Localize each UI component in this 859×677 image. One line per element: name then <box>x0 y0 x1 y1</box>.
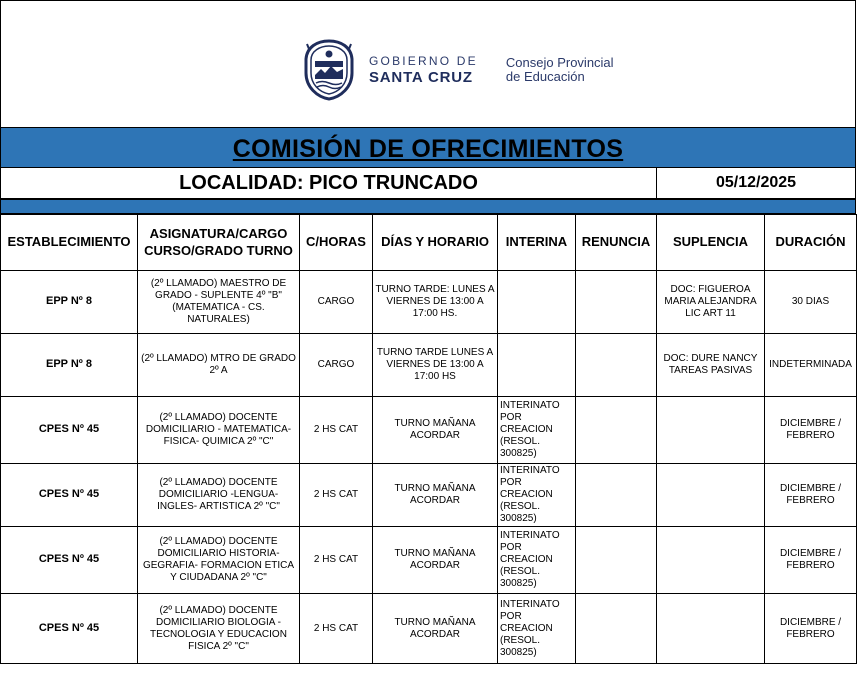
cell-duracion: DICIEMBRE / FEBRERO <box>765 464 857 527</box>
cell-horas: 2 HS CAT <box>300 397 373 464</box>
cell-establecimiento: EPP Nº 8 <box>1 334 138 397</box>
cell-duracion: INDETERMINADA <box>765 334 857 397</box>
cell-horas: 2 HS CAT <box>300 464 373 527</box>
cell-asignatura: (2º LLAMADO) DOCENTE DOMICILIARIO - MATEMATICA- FISICA- QUIMICA 2º "C" <box>138 397 300 464</box>
cell-suplencia <box>657 397 765 464</box>
col-renuncia: RENUNCIA <box>576 215 657 271</box>
government-name <box>369 55 478 85</box>
cell-horario: TURNO MAÑANA ACORDAR <box>373 527 498 594</box>
cell-interina: INTERINATO POR CREACION (RESOL. 300825) <box>498 594 576 664</box>
cell-interina <box>498 334 576 397</box>
cell-establecimiento: CPES Nº 45 <box>1 464 138 527</box>
cell-horario: TURNO MAÑANA ACORDAR <box>373 397 498 464</box>
cell-suplencia <box>657 594 765 664</box>
cell-horas: 2 HS CAT <box>300 594 373 664</box>
cell-asignatura: (2º LLAMADO) DOCENTE DOMICILIARIO BIOLOGIA - TECNOLOGIA Y EDUCACION FISICA 2º "C" <box>138 594 300 664</box>
localidad-row <box>0 168 856 199</box>
cell-suplencia: DOC: FIGUEROA MARIA ALEJANDRA LIC ART 11 <box>657 271 765 334</box>
table-row <box>1 527 857 594</box>
cell-interina <box>498 271 576 334</box>
cell-renuncia <box>576 271 657 334</box>
cell-horario: TURNO MAÑANA ACORDAR <box>373 594 498 664</box>
cell-asignatura: (2º LLAMADO) DOCENTE DOMICILIARIO -LENGUA- INGLES- ARTISTICA 2º "C" <box>138 464 300 527</box>
cell-horario: TURNO TARDE LUNES A VIERNES DE 13:00 A 17:00 HS <box>373 334 498 397</box>
cell-horario: TURNO MAÑANA ACORDAR <box>373 464 498 527</box>
cell-horas: CARGO <box>300 334 373 397</box>
cell-duracion: DICIEMBRE / FEBRERO <box>765 397 857 464</box>
cell-renuncia <box>576 397 657 464</box>
table-row <box>1 594 857 664</box>
cell-interina: INTERINATO POR CREACION (RESOL. 300825) <box>498 397 576 464</box>
header-frame <box>0 0 856 127</box>
consejo-name <box>506 56 614 83</box>
cell-renuncia <box>576 594 657 664</box>
gov-bottom-text: SANTA CRUZ <box>369 69 473 86</box>
consejo-line-1: Consejo Provincial <box>505 55 614 71</box>
cell-establecimiento: CPES Nº 45 <box>1 397 138 464</box>
cell-renuncia <box>576 527 657 594</box>
localidad-text: LOCALIDAD: PICO TRUNCADO <box>1 168 657 198</box>
cell-establecimiento: CPES Nº 45 <box>1 594 138 664</box>
government-logo <box>303 39 614 101</box>
gov-top-text: GOBIERNO DE <box>369 54 478 68</box>
table-row <box>1 334 857 397</box>
cell-interina: INTERINATO POR CREACION (RESOL. 300825) <box>498 464 576 527</box>
cell-duracion: 30 DIAS <box>765 271 857 334</box>
table-row <box>1 271 857 334</box>
col-horario: DÍAS Y HORARIO <box>373 215 498 271</box>
cell-interina: INTERINATO POR CREACION (RESOL. 300825) <box>498 527 576 594</box>
cell-suplencia: DOC: DURE NANCY TAREAS PASIVAS <box>657 334 765 397</box>
col-asignatura: ASIGNATURA/CARGO CURSO/GRADO TURNO <box>138 215 300 271</box>
page-title: COMISIÓN DE OFRECIMIENTOS <box>232 135 624 163</box>
cell-horas: CARGO <box>300 271 373 334</box>
col-establecimiento: ESTABLECIMIENTO <box>1 215 138 271</box>
cell-establecimiento: EPP Nº 8 <box>1 271 138 334</box>
consejo-line-2: de Educación <box>505 69 585 84</box>
cell-suplencia <box>657 464 765 527</box>
cell-renuncia <box>576 334 657 397</box>
cell-renuncia <box>576 464 657 527</box>
cell-duracion: DICIEMBRE / FEBRERO <box>765 594 857 664</box>
date-text: 05/12/2025 <box>715 174 797 191</box>
cell-asignatura: (2º LLAMADO) MTRO DE GRADO 2º A <box>138 334 300 397</box>
offers-table <box>0 214 857 664</box>
cell-suplencia <box>657 527 765 594</box>
table-row <box>1 464 857 527</box>
cell-horario: TURNO TARDE: LUNES A VIERNES DE 13:00 A 17:00 HS. <box>373 271 498 334</box>
col-horas: C/HORAS <box>300 215 373 271</box>
title-band <box>0 127 856 168</box>
col-interina: INTERINA <box>498 215 576 271</box>
separator-band <box>0 199 856 214</box>
cell-duracion: DICIEMBRE / FEBRERO <box>765 527 857 594</box>
cell-asignatura: (2º LLAMADO) MAESTRO DE GRADO - SUPLENTE 4º "B" (MATEMATICA - CS. NATURALES) <box>138 271 300 334</box>
santa-cruz-seal-icon <box>303 39 355 101</box>
cell-horas: 2 HS CAT <box>300 527 373 594</box>
col-duracion: DURACIÓN <box>765 215 857 271</box>
table-row <box>1 397 857 464</box>
col-suplencia: SUPLENCIA <box>657 215 765 271</box>
cell-establecimiento: CPES Nº 45 <box>1 527 138 594</box>
cell-asignatura: (2º LLAMADO) DOCENTE DOMICILIARIO HISTORIA- GEGRAFIA- FORMACION ETICA Y CIUDADANA 2º "C" <box>138 527 300 594</box>
table-header-row <box>1 215 857 271</box>
